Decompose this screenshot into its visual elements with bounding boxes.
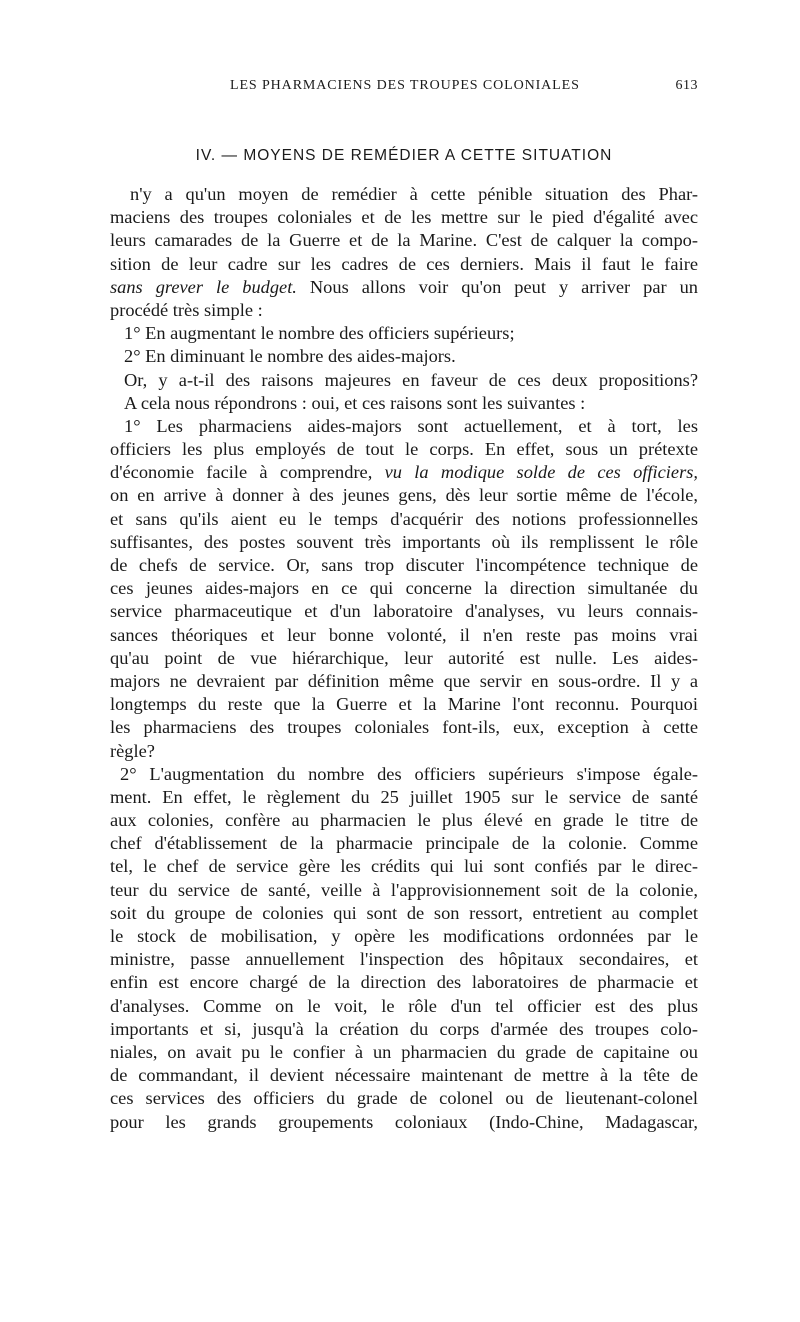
- body-text: [110, 183, 698, 1134]
- text-line: [110, 276, 698, 299]
- text-line: d'analyses. Comme on le voit, le rôle d'un tel officier est des plus: [110, 995, 698, 1016]
- text-line: majors ne devraient par définition même que servir en sous-ordre. Il y a: [110, 670, 698, 691]
- text-line: ment. En effet, le règlement du 25 juillet 1905 sur le service de santé: [110, 786, 698, 807]
- text-line: soit du groupe de colonies qui sont de son ressort, entretient au complet: [110, 902, 698, 923]
- section-heading: IV. — MOYENS DE REMÉDIER A CETTE SITUATION: [195, 147, 613, 164]
- text-line: règle?: [110, 740, 155, 761]
- text-line: le stock de mobilisation, y opère les modifications ordonnées par le: [110, 926, 698, 946]
- text-line: maciens des troupes coloniales et de les mettre sur le pied d'égalité avec: [110, 207, 698, 228]
- text-line: 1° Les pharmaciens aides-majors sont actuellement, et à tort, les: [124, 415, 698, 436]
- text-line: chef d'établissement de la pharmacie principale de la colonie. Comme: [110, 833, 698, 854]
- text-line: longtemps du reste que la Guerre et la Marine l'ont reconnu. Pourquoi: [110, 694, 698, 715]
- text-line: 2° En diminuant le nombre des aides-majors.: [124, 346, 456, 367]
- text-line: 1° En augmentant le nombre des officiers supérieurs;: [124, 323, 515, 344]
- text-line: de commandant, il devient nécessaire maintenant de mettre à la tête de: [110, 1065, 698, 1086]
- page-number: 613: [675, 78, 698, 93]
- text-line: leurs camarades de la Guerre et de la Marine. C'est de calquer la compo-: [110, 230, 698, 251]
- running-header: [110, 78, 698, 98]
- text-line: niales, on avait pu le confier à un pharmacien du grade de capitaine ou: [110, 1041, 698, 1062]
- text-line: Or, y a-t-il des raisons majeures en faveur de ces deux propositions?: [124, 369, 698, 390]
- text-line: aux colonies, confère au pharmacien le plus élevé en grade le titre de: [110, 810, 698, 831]
- text-line: ces jeunes aides-majors en ce qui concerne la direction simultanée du: [110, 578, 698, 599]
- text-line: importants et si, jusqu'à la création du corps d'armée des troupes colo-: [110, 1018, 698, 1039]
- text-segment: Nous allons voir qu'on peut y arriver par un: [296, 276, 698, 297]
- text-line: n'y a qu'un moyen de remédier à cette pénible situation des Phar-: [130, 184, 698, 204]
- text-segment: d'économie facile à comprendre,: [110, 462, 385, 483]
- text-line: les pharmaciens des troupes coloniales font-ils, eux, exception à cette: [110, 717, 698, 738]
- text-line: [110, 461, 698, 484]
- text-line: de chefs de service. Or, sans trop discuter l'incompétence technique de: [110, 555, 698, 575]
- text-line: sances théoriques et leur bonne volonté, il n'en reste pas moins vrai: [110, 624, 698, 645]
- text-line: enfin est encore chargé de la direction des laboratoires de pharmacie et: [110, 972, 698, 993]
- italic-phrase: sans grever le budget.: [110, 276, 297, 297]
- text-line: A cela nous répondrons : oui, et ces raisons sont les suivantes :: [124, 392, 586, 413]
- running-title: LES PHARMACIENS DES TROUPES COLONIALES: [230, 78, 580, 93]
- text-line: qu'au point de vue hiérarchique, leur autorité est nulle. Les aides-: [110, 647, 698, 668]
- text-line: tel, le chef de service gère les crédits qui lui sont confiés par le direc-: [110, 856, 698, 877]
- text-line: suffisantes, des postes souvent très importants où ils remplissent le rôle: [110, 531, 698, 552]
- text-line: et sans qu'ils aient eu le temps d'acquérir des notions professionnelles: [110, 508, 698, 529]
- text-line: service pharmaceutique et d'un laboratoire d'analyses, vu leurs connais-: [110, 601, 698, 622]
- text-line: teur du service de santé, veille à l'approvisionnement soit de la colonie,: [110, 879, 698, 900]
- text-line: sition de leur cadre sur les cadres de ces derniers. Mais il faut le faire: [110, 253, 698, 274]
- text-line: on en arrive à donner à des jeunes gens, dès leur sortie même de l'école,: [110, 485, 698, 506]
- italic-phrase: vu la modique solde de ces officiers,: [384, 462, 698, 483]
- text-line: 2° L'augmentation du nombre des officiers supérieurs s'impose égale-: [120, 763, 698, 784]
- text-line: ministre, passe annuellement l'inspection des hôpitaux secondaires, et: [110, 949, 698, 970]
- text-line: officiers les plus employés de tout le corps. En effet, sous un prétexte: [110, 439, 698, 460]
- text-line: procédé très simple :: [110, 299, 263, 320]
- text-line: ces services des officiers du grade de colonel ou de lieutenant-colonel: [110, 1088, 698, 1109]
- text-line: pour les grands groupements coloniaux (Indo-Chine, Madagascar,: [110, 1111, 698, 1132]
